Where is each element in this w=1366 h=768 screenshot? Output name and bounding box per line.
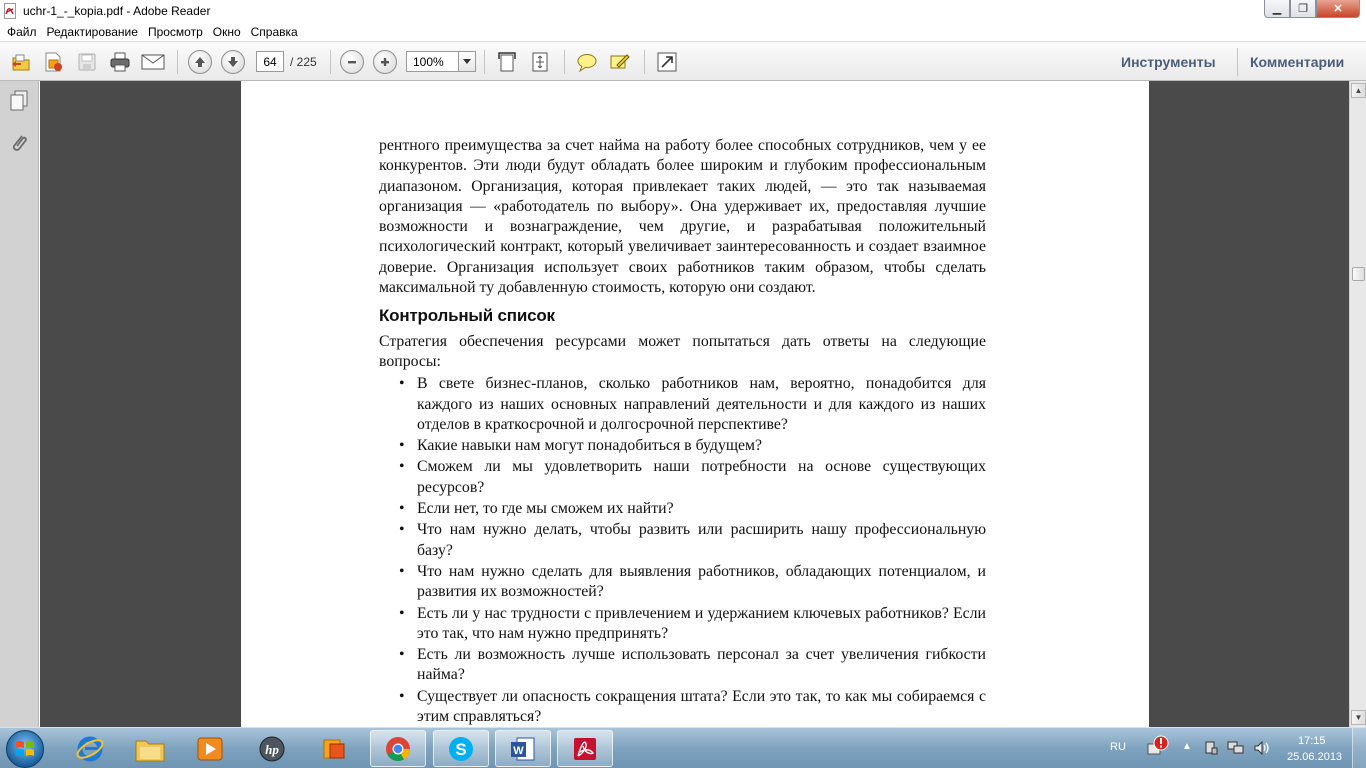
list-item: • Сможем ли мы удовлетворить наши потребности на основе существующих ресурсов? [379, 457, 986, 498]
menu-bar [0, 22, 1366, 41]
scrollbar-thumb[interactable] [1352, 267, 1365, 281]
zoom-out-button[interactable] [339, 49, 365, 75]
zoom-value: 100% [413, 55, 444, 69]
scroll-down-arrow[interactable]: ▼ [1351, 710, 1366, 725]
highlighter-icon [609, 51, 631, 73]
page-total: / 225 [290, 55, 317, 69]
window-controls [1264, 0, 1360, 18]
pdf-page [241, 81, 1149, 727]
open-file-button[interactable] [8, 49, 34, 75]
internet-explorer-icon [75, 734, 105, 764]
zoom-in-button[interactable] [372, 49, 398, 75]
toolbar [0, 41, 1366, 81]
word-icon [508, 734, 538, 764]
svg-text:W: W [513, 744, 524, 757]
show-hidden-icons-icon[interactable]: ▲ [1182, 741, 1192, 752]
taskbar-explorer[interactable] [122, 730, 178, 767]
clock-time[interactable]: 17:15 [1298, 735, 1326, 747]
page-number-input[interactable] [256, 51, 284, 72]
printer-icon [109, 51, 131, 73]
taskbar-media-player[interactable] [182, 730, 238, 767]
pdf-app-icon [4, 3, 18, 19]
section-heading: Контрольный список [379, 306, 555, 326]
list-item: • Есть ли возможность лучше использовать персонал за счет увеличения гибкости найма? [379, 645, 986, 686]
lead-paragraph: Стратегия обеспечения ресурсами может попытаться дать ответы на следующие вопросы: [379, 332, 986, 370]
start-button[interactable] [6, 730, 44, 768]
save-icon [77, 52, 97, 72]
create-pdf-icon [42, 51, 64, 73]
taskbar-adobe-reader[interactable] [557, 730, 613, 767]
menu-edit[interactable]: Редактирование [46, 24, 138, 39]
fit-page-button[interactable] [527, 49, 553, 75]
show-desktop-button[interactable] [1352, 728, 1366, 768]
open-file-icon [10, 51, 32, 73]
window-title: uchr-1_-_kopia.pdf - Adobe Reader [23, 4, 211, 18]
zoom-select[interactable] [406, 51, 476, 72]
minimize-button[interactable]: ▁ [1264, 0, 1290, 18]
skype-icon [446, 734, 476, 764]
minus-icon [346, 56, 358, 68]
sticky-note-button[interactable] [574, 49, 600, 75]
taskbar-word[interactable] [495, 730, 551, 767]
create-pdf-button[interactable] [40, 49, 66, 75]
list-item: • Какие навыки нам могут понадобиться в будущем? [379, 436, 986, 456]
taskbar-internet-explorer[interactable] [62, 730, 118, 767]
questions-list [379, 374, 986, 727]
arrow-up-icon [194, 56, 206, 68]
menu-help[interactable]: Справка [250, 24, 298, 39]
taskbar-skype[interactable] [433, 730, 489, 767]
fit-page-icon [530, 51, 550, 73]
network-icon[interactable] [1227, 740, 1245, 756]
fit-width-icon [497, 51, 517, 73]
page-thumbnails-icon [9, 90, 29, 112]
menu-view[interactable]: Просмотр [147, 24, 203, 39]
fit-width-button[interactable] [494, 49, 520, 75]
taskbar-hp-app[interactable] [244, 730, 300, 767]
menu-window[interactable]: Окно [212, 24, 241, 39]
adobe-reader-icon [570, 734, 600, 764]
document-viewport[interactable] [40, 81, 1349, 727]
taskbar [0, 727, 1366, 768]
comment-bubble-icon [576, 52, 598, 72]
action-center-alert-icon[interactable] [1146, 734, 1170, 758]
list-item: • Есть ли у нас трудности с привлечением и удержанием ключевых работников? Если это так, что нам нужно предпринять? [379, 604, 986, 645]
maximize-button[interactable]: ❐ [1290, 0, 1316, 18]
save-button[interactable] [74, 49, 100, 75]
chrome-icon [383, 734, 413, 764]
vertical-scrollbar[interactable] [1349, 81, 1366, 727]
page-thumbnails-button[interactable] [8, 89, 30, 113]
folder-icon [134, 735, 166, 763]
taskbar-chrome[interactable] [370, 730, 426, 767]
envelope-icon [141, 53, 165, 71]
next-page-button[interactable] [220, 49, 246, 75]
page-text [379, 136, 986, 727]
full-screen-button[interactable] [654, 49, 680, 75]
windows-logo-icon [14, 738, 36, 760]
title-bar [0, 0, 1366, 22]
office-app-icon [319, 734, 349, 764]
email-button[interactable] [140, 49, 166, 75]
list-item: • Если нет, то где мы сможем их найти? [379, 499, 986, 519]
comments-pane-button[interactable]: Комментарии [1250, 54, 1345, 70]
list-item: • Существует ли опасность сокращения штата? Если это так, то как мы собираемся с этим справляться? [379, 687, 986, 727]
tools-pane-button[interactable]: Инструменты [1121, 54, 1216, 70]
close-button[interactable]: ✕ [1316, 0, 1360, 18]
print-button[interactable] [107, 49, 133, 75]
language-indicator[interactable]: RU [1110, 741, 1126, 753]
paperclip-icon [9, 132, 29, 154]
safely-remove-hardware-icon[interactable] [1203, 740, 1219, 756]
plus-icon [379, 56, 391, 68]
arrow-down-icon [227, 56, 239, 68]
previous-page-button[interactable] [187, 49, 213, 75]
intro-paragraph: рентного преимущества за счет найма на работу более способных сотрудников, чем у ее конкурентов. Эти люди будут обладать более широким и глубоким профессиональным диапазоном. Организация, которая привлекает таких людей, — это так называемая организация — «работодатель по выбору». Она удерживает их, предоставляя лучшие возможности и вознаграждение, чем другие, и разрабатывая положительный психологический контракт, который увеличивает заинтересованность и создает взаимное доверие. Организация использует своих работников таким образом, чтобы сделать максимальной ту добавленную стоимость, которую они создают. [379, 137, 986, 297]
list-item: • Что нам нужно делать, чтобы развить или расширить нашу профессиональную базу? [379, 520, 986, 561]
chevron-down-icon[interactable] [458, 52, 475, 71]
scroll-up-arrow[interactable]: ▲ [1351, 83, 1366, 98]
hp-logo-icon [257, 734, 287, 764]
expand-icon [656, 51, 678, 73]
highlight-text-button[interactable] [607, 49, 633, 75]
media-player-icon [195, 734, 225, 764]
list-item: • Что нам нужно сделать для выявления работников, обладающих потенциалом, и развития их возможностей? [379, 562, 986, 603]
svg-text:S: S [455, 739, 467, 759]
svg-text:hp: hp [265, 741, 279, 757]
menu-file[interactable]: Файл [7, 24, 37, 39]
list-item: • В свете бизнес-планов, сколько работников нам, вероятно, понадобится для каждого из наших основных направлений деятельности и для каждого из наших отделов в краткосрочной и долгосрочной перспективе? [379, 374, 986, 435]
navigation-pane [0, 81, 39, 727]
attachments-button[interactable] [8, 131, 30, 155]
volume-icon[interactable] [1253, 740, 1271, 756]
taskbar-office-app[interactable] [306, 730, 362, 767]
clock-date[interactable]: 25.06.2013 [1287, 751, 1343, 763]
